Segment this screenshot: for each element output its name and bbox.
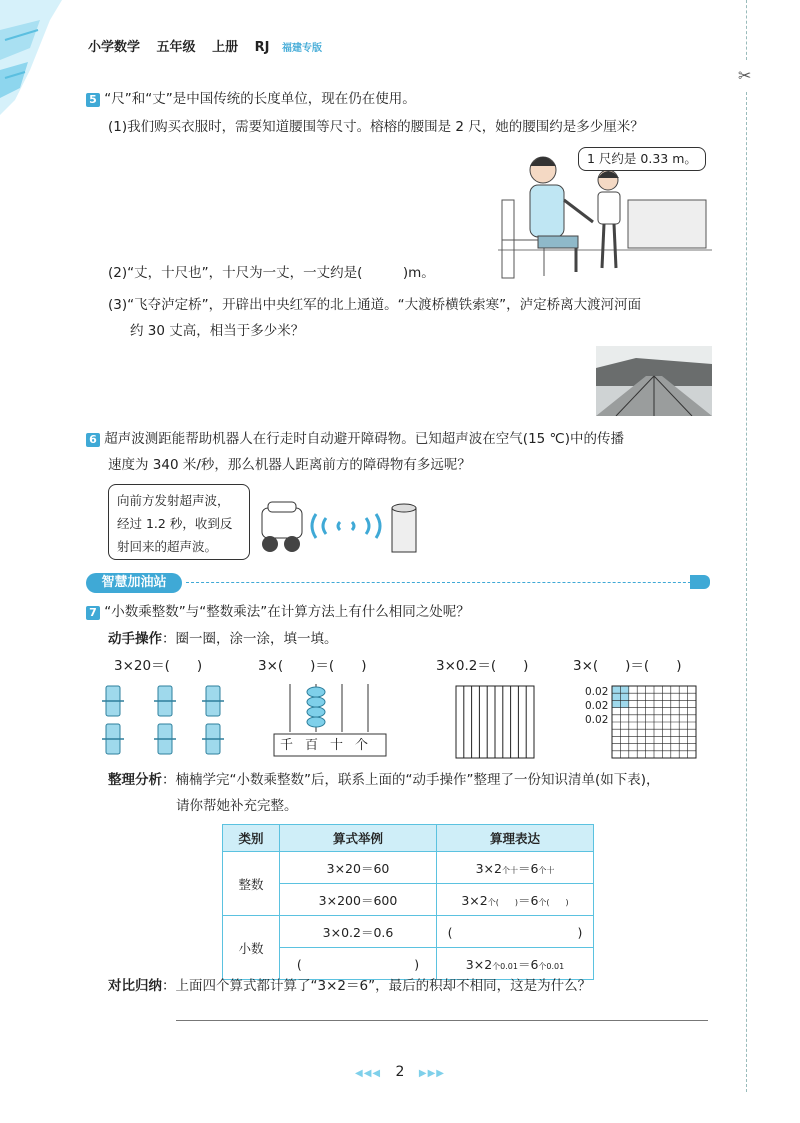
table-r4-blank[interactable]: ( ): [280, 948, 437, 980]
q7-analysis-label: 整理分析: [108, 772, 162, 788]
bridge-photo: [596, 346, 712, 416]
grid-label-2: 0.02: [585, 700, 609, 712]
r1-main: 3×2: [475, 860, 502, 876]
header-volume: 上册: [212, 40, 239, 55]
q7-eq2: 3×( )＝( ): [258, 658, 367, 674]
tower-decoration: [0, 0, 80, 120]
section-line: [186, 582, 706, 583]
q5-number: 5: [86, 93, 100, 107]
q6-text-b: 速度为 340 米/秒，那么机器人距离前方的障碍物有多远呢？: [108, 457, 471, 473]
q6-line-a: [86, 430, 624, 448]
r4-sub1: 个0.01: [492, 961, 518, 971]
stick-bundles: [100, 682, 230, 760]
r4-sub2: 个0.01: [538, 961, 565, 971]
q6-number: 6: [86, 433, 100, 447]
q7-number: 7: [86, 606, 100, 620]
q7-compare: [108, 977, 591, 995]
table-r4-reason: [437, 948, 594, 980]
header-grade: 五年级: [156, 40, 196, 55]
r4-eq: ＝6: [517, 956, 539, 972]
page-header: [88, 36, 322, 55]
r4-main: 3×2: [465, 956, 493, 972]
q5-p2: (2)“丈，十尺也”，十尺为一丈，一丈约是( )m。: [108, 265, 435, 281]
grid-labels: [585, 685, 608, 727]
q6-bubble-1: 向前方发射超声波，: [117, 493, 230, 508]
q7-analysis-b: 请你帮她补充完整。: [176, 798, 298, 814]
table-r3-expr: 3×0.2＝0.6: [280, 916, 437, 948]
q5-intro: “尺”和“丈”是中国传统的长度单位，现在仍在使用。: [104, 91, 416, 107]
grid-label-3: 0.02: [585, 714, 609, 726]
q6-text-a: 超声波测距能帮助机器人在行走时自动避开障碍物。已知超声波在空气(15 ℃)中的传播: [104, 431, 624, 447]
section-banner: [86, 573, 182, 593]
table-header-category: 类别: [223, 825, 280, 852]
table-header-example: 算式举例: [280, 825, 437, 852]
q7-intro: “小数乘整数”与“整数乘法”在计算方法上有什么相同之处呢？: [104, 604, 470, 620]
r1-eq: ＝6: [517, 860, 539, 876]
r2-sub1: 个( ): [487, 897, 518, 907]
abacus-label-thousand: 千: [280, 738, 294, 753]
q6-bubble-2: 经过 1.2 秒，收到反: [117, 516, 233, 531]
r2-eq: ＝6: [517, 892, 539, 908]
grid-label-1: 0.02: [585, 686, 609, 698]
q6-bubble-3: 射回来的超声波。: [117, 539, 218, 554]
r2-sub2: 个( ): [538, 897, 569, 907]
q7-compare-label: 对比归纳: [108, 978, 162, 994]
robot-wave-illustration: [254, 496, 426, 558]
footer-right-arrows: ▶▶▶: [418, 1068, 445, 1079]
q6-bubble: [108, 484, 250, 560]
abacus-labels: [280, 737, 380, 755]
table-cat-decimal: 小数: [223, 916, 280, 980]
q7-eq3: 3×0.2＝( ): [436, 658, 529, 674]
q7-op-label: 动手操作: [108, 631, 162, 647]
q5-p3b: 约 30 丈高，相当于多少米？: [130, 323, 305, 339]
q7-op-text: ：圈一圈，涂一涂，填一填。: [162, 631, 338, 647]
r2-main: 3×2: [461, 892, 488, 908]
cut-line-lower: [746, 92, 747, 1092]
q7-analysis-a: [108, 771, 660, 789]
q5-bubble: 1 尺约是 0.33 m。: [578, 147, 706, 171]
section-title: 智慧加油站: [101, 575, 167, 590]
tenths-grid: [454, 684, 538, 760]
hundredths-grid: [610, 684, 700, 760]
table-r2-reason: [437, 884, 594, 916]
page-number: 2: [395, 1064, 405, 1080]
table-cat-integer: 整数: [223, 852, 280, 916]
knowledge-table: [222, 824, 594, 980]
r1-sub1: 个十: [501, 865, 518, 875]
header-edition: RJ: [254, 40, 270, 55]
abacus-label-one: 个: [355, 738, 369, 753]
section-line-end: [690, 575, 710, 589]
answer-line: [176, 1020, 708, 1021]
table-row: [223, 852, 594, 884]
q7-compare-text: ：上面四个算式都计算了“3×2＝6”，最后的积却不相同，这是为什么？: [162, 978, 592, 994]
r1-sub2: 个十: [538, 865, 555, 875]
header-subject: 小学数学: [88, 40, 141, 55]
q7-intro-line: [86, 603, 470, 621]
table-header-row: [223, 825, 594, 852]
q7-analysis-text-a: ：楠楠学完“小数乘整数”后，联系上面的“动手操作”整理了一份知识清单(如下表)，: [162, 772, 660, 788]
q7-operation: [108, 630, 338, 648]
table-r1-reason: [437, 852, 594, 884]
page-footer: [0, 1064, 800, 1080]
abacus-label-hundred: 百: [305, 738, 319, 753]
q7-eq4: 3×( )＝( ): [573, 658, 682, 674]
q5-intro-line: [86, 90, 416, 108]
table-r1-expr: 3×20＝60: [280, 852, 437, 884]
q5-p1: (1)我们购买衣服时，需要知道腰围等尺寸。榕榕的腰围是 2 尺，她的腰围约是多少厘米？: [108, 119, 644, 135]
table-row: [223, 916, 594, 948]
abacus-label-ten: 十: [330, 738, 344, 753]
q5-p3a: (3)“飞夺泸定桥”，开辟出中央红军的北上通道。“大渡桥横铁索寒”，泸定桥离大渡河河面: [108, 297, 642, 313]
header-tag: 福建专版: [282, 43, 323, 54]
q7-eq1: 3×20＝( ): [114, 658, 203, 674]
table-r2-expr: 3×200＝600: [280, 884, 437, 916]
scissors-icon: ✂: [738, 66, 752, 85]
cut-line: [746, 0, 747, 60]
table-r3-blank[interactable]: ( ): [437, 916, 594, 948]
table-header-reasoning: 算理表达: [437, 825, 594, 852]
footer-left-arrows: ◀◀◀: [355, 1068, 382, 1079]
